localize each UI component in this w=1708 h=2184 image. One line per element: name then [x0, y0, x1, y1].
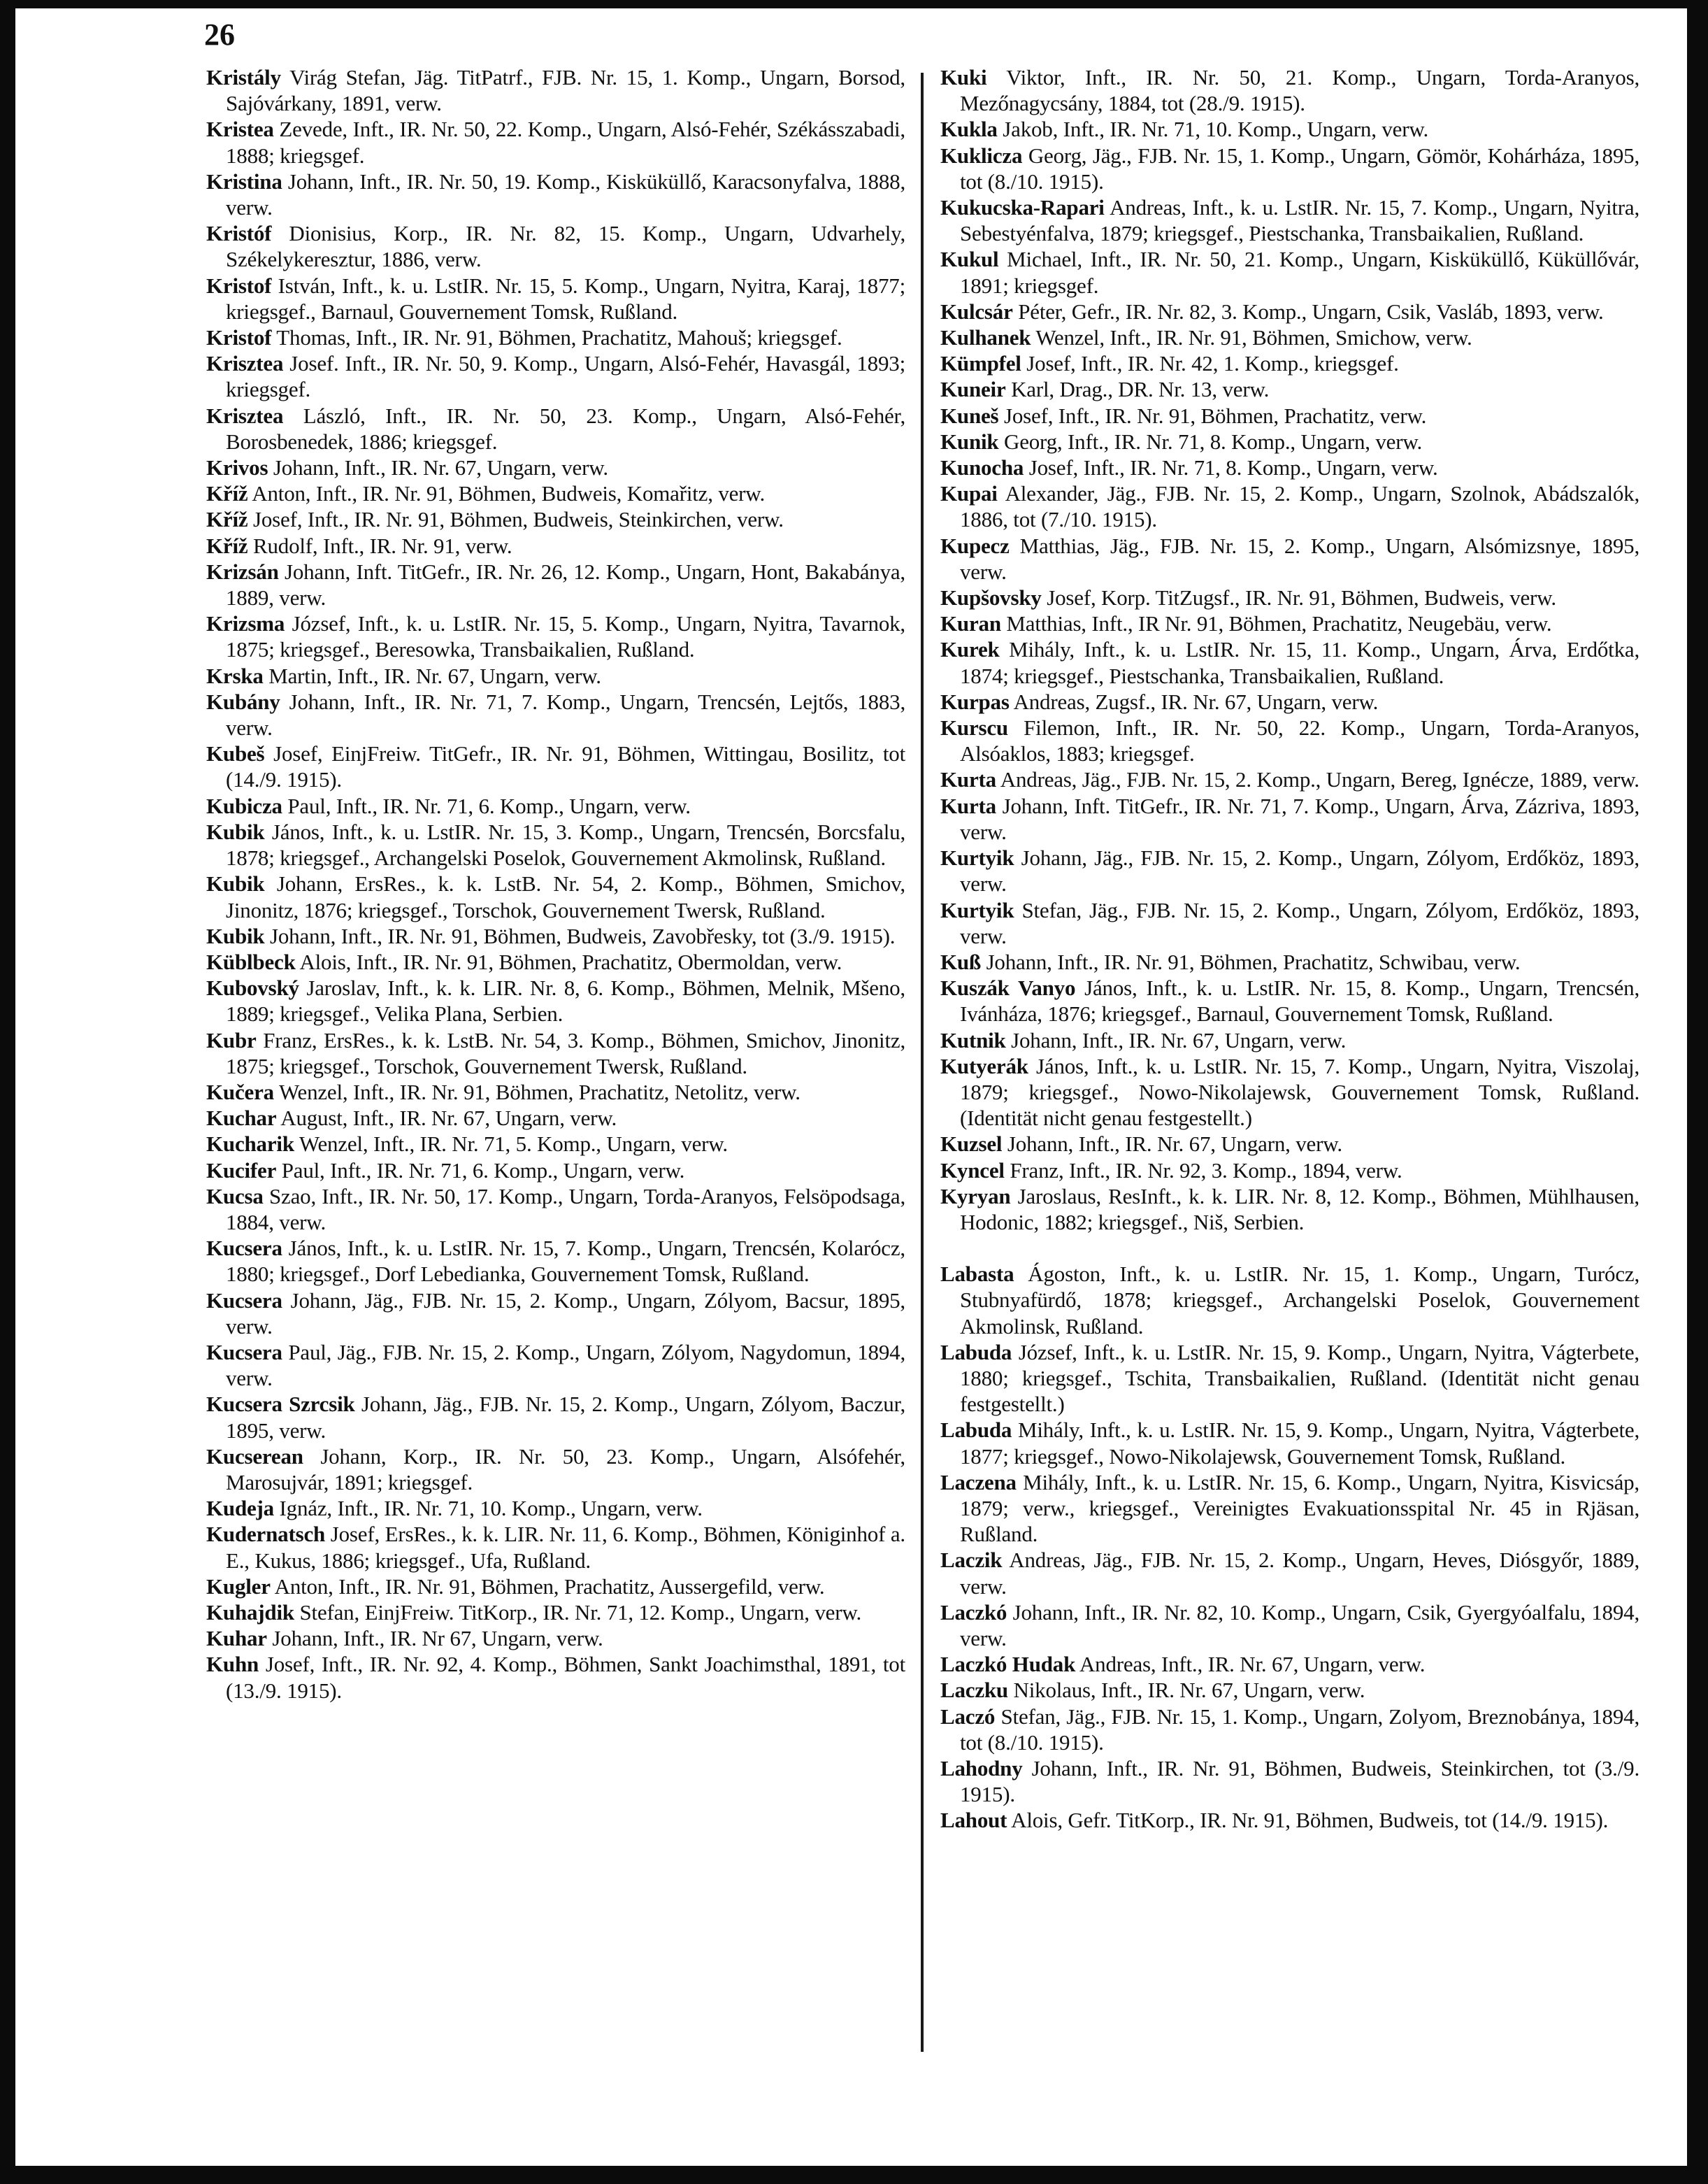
register-entry — [206, 169, 905, 220]
entry-details: Johann, Jäg., FJB. Nr. 15, 2. Komp., Ungarn, Zólyom, Erdőköz, 1893, verw. — [960, 845, 1639, 897]
entry-details: Johann, ErsRes., k. k. LstB. Nr. 54, 2. Komp., Böhmen, Smichov, Jinonitz, 1876; kriegsgef., Torschok, Gouvernement Twersk, Rußland. — [226, 871, 905, 922]
entry-surname: Kříž — [206, 507, 248, 532]
entry-surname: Krska — [206, 663, 264, 688]
register-entry — [206, 1339, 905, 1391]
entry-details: Johann, Inft. TitGefr., IR. Nr. 26, 12. Komp., Ungarn, Hont, Bakabánya, 1889, verw. — [226, 559, 905, 611]
entry-details: Péter, Gefr., IR. Nr. 82, 3. Komp., Ungarn, Csik, Vasláb, 1893, verw. — [1018, 299, 1604, 324]
register-entry — [206, 741, 905, 792]
register-entry — [206, 559, 905, 611]
register-entry — [206, 350, 905, 402]
entry-details: Rudolf, Inft., IR. Nr. 91, verw. — [253, 533, 512, 558]
entry-details: Andreas, Jäg., FJB. Nr. 15, 2. Komp., Ungarn, Heves, Diósgyőr, 1889, verw. — [960, 1548, 1639, 1599]
register-entry — [206, 533, 905, 559]
entry-surname: Kukla — [940, 117, 998, 142]
entry-details: Wenzel, Inft., IR. Nr. 91, Böhmen, Prachatitz, Netolitz, verw. — [278, 1079, 801, 1104]
entry-surname: Kubik — [206, 819, 265, 844]
entry-details: János, Inft., k. u. LstIR. Nr. 15, 7. Komp., Ungarn, Trencsén, Kolarócz, 1880; kriegsgef., Dorf Lebedianka, Gouvernement Tomsk, Rußland. — [226, 1236, 905, 1287]
register-entry — [206, 1573, 905, 1599]
entry-details: Viktor, Inft., IR. Nr. 50, 21. Komp., Ungarn, Torda-Aranyos, Mezőnagycsány, 1884, tot (28./9. 1915). — [960, 65, 1639, 116]
entry-details: Johann, Inft., IR. Nr. 67, Ungarn, verw. — [273, 455, 608, 480]
entry-surname: Kyncel — [940, 1157, 1005, 1183]
entry-surname: Kutnik — [940, 1027, 1006, 1052]
entry-details: Josef, Inft., IR. Nr. 71, 8. Komp., Ungarn, verw. — [1028, 455, 1438, 480]
entry-surname: Kuklicza — [940, 143, 1023, 168]
register-entry — [206, 871, 905, 922]
entry-details: József, Inft., k. u. LstIR. Nr. 15, 9. Komp., Ungarn, Nyitra, Vágterbete, 1880; kriegsgef., Tschita, Transbaikalien, Rußland. (Identität nicht genau festgestellt.) — [960, 1339, 1639, 1417]
entry-surname: Laczku — [940, 1678, 1008, 1703]
entry-details: László, Inft., IR. Nr. 50, 23. Komp., Ungarn, Alsó-Fehér, Borosbenedek, 1886; kriegsgef. — [226, 403, 905, 454]
register-entry — [940, 1131, 1639, 1157]
register-entry — [940, 689, 1639, 715]
entry-surname: Kuzsel — [940, 1132, 1003, 1157]
register-entry — [940, 1339, 1639, 1418]
entry-surname: Kucifer — [206, 1157, 277, 1183]
entry-details: Johann, Inft., IR. Nr. 91, Böhmen, Budweis, Zavobřesky, tot (3./9. 1915). — [270, 923, 896, 948]
entry-details: Virág Stefan, Jäg. TitPatrf., FJB. Nr. 15, 1. Komp., Ungarn, Borsod, Sajóvárkany, 1891, verw. — [226, 65, 905, 116]
entry-details: Thomas, Inft., IR. Nr. 91, Böhmen, Prachatitz, Mahouš; kriegsgef. — [276, 325, 842, 350]
entry-surname: Labasta — [940, 1262, 1014, 1287]
entry-details: Josef. Inft., IR. Nr. 50, 9. Komp., Ungarn, Alsó-Fehér, Havasgál, 1893; kriegsgef. — [226, 351, 905, 402]
entry-surname: Kunik — [940, 429, 999, 454]
entry-surname: Kurek — [940, 637, 1000, 662]
register-entry — [206, 1599, 905, 1625]
entry-surname: Kucharik — [206, 1132, 294, 1157]
entry-surname: Küblbeck — [206, 949, 296, 974]
entry-details: Josef, ErsRes., k. k. LIR. Nr. 11, 6. Komp., Böhmen, Königinhof a. E., Kukus, 1886; kriegsgef., Ufa, Rußland. — [226, 1522, 905, 1573]
register-entry — [206, 923, 905, 949]
entry-surname: Laczkó Hudak — [940, 1652, 1076, 1677]
register-entry — [940, 793, 1639, 845]
entry-details: János, Inft., k. u. LstIR. Nr. 15, 8. Komp., Ungarn, Trencsén, Ivánháza, 1876; kriegsgef., Barnaul, Gouvernement Tomsk, Rußland. — [960, 976, 1639, 1027]
register-entry — [940, 1183, 1639, 1235]
entry-surname: Krisztea — [206, 351, 284, 376]
entry-details: Nikolaus, Inft., IR. Nr. 67, Ungarn, verw. — [1013, 1678, 1365, 1703]
page-number: 26 — [204, 17, 235, 52]
entry-surname: Kubicza — [206, 793, 282, 818]
register-entry — [940, 324, 1639, 350]
entry-surname: Krivos — [206, 455, 268, 480]
entry-details: Zevede, Inft., IR. Nr. 50, 22. Komp., Ungarn, Alsó-Fehér, Székásszabadi, 1888; kriegsgef. — [226, 117, 905, 168]
entry-details: Johann, Inft., IR. Nr. 67, Ungarn, verw. — [1011, 1027, 1347, 1052]
register-entry — [206, 975, 905, 1027]
register-entry — [206, 324, 905, 350]
entry-surname: Kuchar — [206, 1106, 277, 1131]
entry-surname: Kucsera — [206, 1287, 282, 1313]
register-entry — [940, 429, 1639, 455]
register-entry — [206, 611, 905, 662]
entry-details: Johann, Inft., IR. Nr. 50, 19. Komp., Kisküküllő, Karacsonyfalva, 1888, verw. — [226, 169, 905, 220]
entry-details: Josef, Inft., IR. Nr. 42, 1. Komp., kriegsgef. — [1026, 351, 1399, 376]
left-column — [206, 64, 905, 1704]
register-entry — [940, 299, 1639, 324]
entry-surname: Kubik — [206, 871, 265, 897]
register-entry — [940, 897, 1639, 949]
entry-details: Andreas, Inft., IR. Nr. 67, Ungarn, verw. — [1079, 1652, 1426, 1677]
entry-details: Ignáz, Inft., IR. Nr. 71, 10. Komp., Ungarn, verw. — [279, 1496, 703, 1521]
register-entry — [940, 636, 1639, 688]
register-entry — [206, 455, 905, 480]
entry-surname: Kunocha — [940, 455, 1024, 480]
entry-details: Karl, Drag., DR. Nr. 13, verw. — [1011, 377, 1270, 402]
register-entry — [206, 1287, 905, 1339]
entry-surname: Laczkó — [940, 1599, 1007, 1625]
register-entry — [940, 246, 1639, 298]
register-entry — [206, 403, 905, 455]
entry-surname: Kuran — [940, 611, 1001, 636]
entry-surname: Kuß — [940, 949, 981, 974]
register-entry — [206, 1105, 905, 1131]
entry-surname: Kuneir — [940, 377, 1006, 402]
entry-details: Paul, Inft., IR. Nr. 71, 6. Komp., Ungarn, verw. — [281, 1157, 685, 1183]
entry-details: Josef, Inft., IR. Nr. 91, Böhmen, Prachatitz, verw. — [1003, 403, 1427, 428]
entry-details: Alexander, Jäg., FJB. Nr. 15, 2. Komp., Ungarn, Szolnok, Abádszalók, 1886, tot (7./10. 1915). — [960, 481, 1640, 532]
entry-details: Mihály, Inft., k. u. LstIR. Nr. 15, 11. Komp., Ungarn, Árva, Erdőtka, 1874; kriegsgef., Piestschanka, Transbaikalien, Rußland. — [960, 637, 1639, 688]
entry-surname: Kutyerák — [940, 1053, 1028, 1078]
entry-surname: Labuda — [940, 1418, 1012, 1443]
entry-surname: Kuneš — [940, 403, 999, 428]
register-entry — [940, 1157, 1639, 1183]
entry-details: Johann, Inft., IR. Nr 67, Ungarn, verw. — [272, 1626, 603, 1651]
right-column-l-section — [940, 1261, 1639, 1833]
entry-surname: Kudernatsch — [206, 1522, 326, 1547]
entry-surname: Kurtyik — [940, 845, 1014, 871]
entry-surname: Kuhajdik — [206, 1599, 294, 1625]
section-gap — [940, 1235, 1639, 1261]
entry-surname: Kubeš — [206, 741, 265, 766]
entry-details: Johann, Inft. TitGefr., IR. Nr. 71, 7. Komp., Ungarn, Árva, Zázriva, 1893, verw. — [960, 793, 1639, 844]
entry-details: Mihály, Inft., k. u. LstIR. Nr. 15, 6. Komp., Ungarn, Nyitra, Kisvicsáp, 1879; verw., kriegsgef., Vereinigtes Evakuationsspital Nr. 45 in Rjäsan, Rußland. — [960, 1469, 1639, 1547]
register-entry — [206, 273, 905, 324]
column-divider — [921, 73, 924, 2052]
register-entry — [940, 1027, 1639, 1053]
entry-surname: Kučera — [206, 1079, 274, 1104]
entry-details: Dionisius, Korp., IR. Nr. 82, 15. Komp., Ungarn, Udvarhely, Székelykeresztur, 1886, verw. — [226, 221, 905, 272]
register-entry — [940, 715, 1639, 766]
entry-surname: Kříž — [206, 533, 248, 558]
entry-details: August, Inft., IR. Nr. 67, Ungarn, verw. — [280, 1106, 617, 1131]
register-entry — [940, 1469, 1639, 1548]
register-entry — [206, 1157, 905, 1183]
register-entry — [206, 1131, 905, 1157]
entry-surname: Kristóf — [206, 221, 272, 246]
entry-surname: Kucsera Szrcsik — [206, 1392, 355, 1417]
entry-surname: Kupai — [940, 481, 998, 506]
entry-surname: Krizsán — [206, 559, 279, 584]
register-entry — [940, 611, 1639, 636]
entry-surname: Kubr — [206, 1027, 257, 1052]
entry-surname: Krisztea — [206, 403, 284, 428]
entry-details: Paul, Inft., IR. Nr. 71, 6. Komp., Ungarn, verw. — [287, 793, 691, 818]
register-entry — [940, 1261, 1639, 1339]
entry-surname: Kümpfel — [940, 351, 1021, 376]
entry-surname: Kudeja — [206, 1496, 274, 1521]
register-entry — [940, 143, 1639, 194]
entry-details: Stefan, EinjFreiw. TitKorp., IR. Nr. 71, 12. Komp., Ungarn, verw. — [299, 1599, 862, 1625]
entry-surname: Kyryan — [940, 1183, 1011, 1208]
entry-surname: Kupecz — [940, 533, 1010, 558]
right-column-k-section — [940, 64, 1639, 1235]
register-entry — [940, 1807, 1639, 1833]
entry-details: Alois, Gefr. TitKorp., IR. Nr. 91, Böhmen, Budweis, tot (14./9. 1915). — [1011, 1808, 1609, 1833]
entry-surname: Laczik — [940, 1548, 1003, 1573]
entry-details: János, Inft., k. u. LstIR. Nr. 15, 3. Komp., Ungarn, Trencsén, Borcsfalu, 1878; kriegsgef., Archangelski Poselok, Gouvernement Akmolinsk, Rußland. — [226, 819, 905, 871]
entry-details: Johann, Inft., IR. Nr. 67, Ungarn, verw. — [1007, 1132, 1342, 1157]
entry-details: Johann, Jäg., FJB. Nr. 15, 2. Komp., Ungarn, Zólyom, Bacsur, 1895, verw. — [226, 1287, 905, 1339]
register-entry — [206, 1391, 905, 1443]
register-entry — [206, 793, 905, 819]
register-entry — [206, 1235, 905, 1287]
entry-details: Mihály, Inft., k. u. LstIR. Nr. 15, 9. Komp., Ungarn, Nyitra, Vágterbete, 1877; kriegsgef., Nowo-Nikolajewsk, Gouvernement Tomsk, Rußland. — [960, 1418, 1639, 1469]
register-entry — [206, 663, 905, 689]
register-entry — [206, 220, 905, 272]
register-entry — [940, 480, 1639, 532]
register-entry — [206, 1625, 905, 1651]
entry-surname: Kurtyik — [940, 897, 1014, 922]
entry-surname: Kristina — [206, 169, 282, 194]
entry-details: Michael, Inft., IR. Nr. 50, 21. Komp., Ungarn, Kisküküllő, Küküllővár, 1891; kriegsgef. — [960, 247, 1639, 298]
entry-surname: Kucsa — [206, 1183, 264, 1208]
entry-surname: Kuhn — [206, 1652, 259, 1677]
entry-surname: Kubány — [206, 689, 280, 714]
entry-details: Szao, Inft., IR. Nr. 50, 17. Komp., Ungarn, Torda-Aranyos, Felsöpodsaga, 1884, verw. — [226, 1183, 905, 1234]
entry-surname: Labuda — [940, 1339, 1012, 1364]
entry-details: Johann, Korp., IR. Nr. 50, 23. Komp., Ungarn, Alsófehér, Marosujvár, 1891; kriegsgef. — [226, 1443, 905, 1494]
entry-details: Alois, Inft., IR. Nr. 91, Böhmen, Prachatitz, Obermoldan, verw. — [299, 949, 842, 974]
register-entry — [940, 350, 1639, 376]
entry-details: János, Inft., k. u. LstIR. Nr. 15, 7. Komp., Ungarn, Nyitra, Viszolaj, 1879; kriegsgef., Nowo-Nikolajewsk, Gouvernement Tomsk, Rußland. (Identität nicht genau festgestellt.) — [960, 1053, 1639, 1131]
entry-details: Andreas, Inft., k. u. LstIR. Nr. 15, 7. Komp., Ungarn, Nyitra, Sebestyénfalva, 1879; kriegsgef., Piestschanka, Transbaikalien, Rußland. — [960, 195, 1640, 246]
entry-surname: Kristof — [206, 273, 272, 298]
register-entry — [206, 689, 905, 741]
entry-surname: Kuki — [940, 65, 987, 90]
register-entry — [940, 1677, 1639, 1703]
entry-surname: Krizsma — [206, 611, 285, 636]
register-entry — [206, 116, 905, 168]
entry-surname: Kurpas — [940, 689, 1010, 714]
entry-surname: Kurta — [940, 767, 996, 792]
entry-details: József, Inft., k. u. LstIR. Nr. 15, 5. Komp., Ungarn, Nyitra, Tavarnok, 1875; kriegsgef., Beresowka, Transbaikalien, Rußland. — [226, 611, 905, 662]
entry-surname: Kucsera — [206, 1339, 282, 1364]
entry-details: Wenzel, Inft., IR. Nr. 71, 5. Komp., Ungarn, verw. — [299, 1132, 728, 1157]
entry-surname: Kurscu — [940, 715, 1008, 741]
register-entry — [940, 766, 1639, 792]
entry-details: Josef, Inft., IR. Nr. 91, Böhmen, Budweis, Steinkirchen, verw. — [253, 507, 784, 532]
register-entry — [206, 819, 905, 871]
entry-details: Johann, Inft., IR. Nr. 82, 10. Komp., Ungarn, Csik, Gyergyóalfalu, 1894, verw. — [960, 1599, 1639, 1650]
entry-details: Stefan, Jäg., FJB. Nr. 15, 2. Komp., Ungarn, Zólyom, Erdőköz, 1893, verw. — [960, 897, 1639, 948]
register-entry — [940, 1704, 1639, 1755]
register-entry — [940, 1417, 1639, 1469]
entry-details: Matthias, Inft., IR Nr. 91, Böhmen, Prachatitz, Neugebäu, verw. — [1006, 611, 1552, 636]
entry-details: Johann, Inft., IR. Nr. 71, 7. Komp., Ungarn, Trencsén, Lejtős, 1883, verw. — [226, 689, 905, 741]
entry-details: Johann, Inft., IR. Nr. 91, Böhmen, Prachatitz, Schwibau, verw. — [986, 949, 1521, 974]
entry-surname: Kubik — [206, 923, 265, 948]
entry-surname: Kubovský — [206, 976, 299, 1001]
entry-surname: Kukul — [940, 247, 999, 272]
entry-details: Josef, Inft., IR. Nr. 92, 4. Komp., Böhmen, Sankt Joachimsthal, 1891, tot (13./9. 1915). — [226, 1652, 905, 1703]
entry-details: Filemon, Inft., IR. Nr. 50, 22. Komp., Ungarn, Torda-Aranyos, Alsóaklos, 1883; kriegsgef. — [960, 715, 1639, 766]
register-entry — [940, 116, 1639, 142]
register-entry — [940, 845, 1639, 897]
entry-details: Georg, Inft., IR. Nr. 71, 8. Komp., Ungarn, verw. — [1004, 429, 1423, 454]
entry-surname: Kulcsár — [940, 299, 1013, 324]
register-entry — [206, 506, 905, 532]
register-entry — [940, 1547, 1639, 1599]
entry-surname: Kristof — [206, 325, 272, 350]
entry-details: Johann, Inft., IR. Nr. 91, Böhmen, Budweis, Steinkirchen, tot (3./9. 1915). — [960, 1756, 1639, 1807]
entry-details: Anton, Inft., IR. Nr. 91, Böhmen, Prachatitz, Aussergefild, verw. — [274, 1573, 825, 1599]
entry-surname: Laczó — [940, 1704, 996, 1729]
register-entry — [206, 480, 905, 506]
register-entry — [940, 1651, 1639, 1677]
register-entry — [940, 1053, 1639, 1132]
entry-surname: Kristea — [206, 117, 274, 142]
entry-details: Paul, Jäg., FJB. Nr. 15, 2. Komp., Ungarn, Zólyom, Nagydomun, 1894, verw. — [226, 1339, 905, 1391]
entry-details: Josef, Korp. TitZugsf., IR. Nr. 91, Böhmen, Budweis, verw. — [1047, 585, 1556, 611]
entry-surname: Lahout — [940, 1808, 1007, 1833]
entry-details: Jaroslav, Inft., k. k. LIR. Nr. 8, 6. Komp., Böhmen, Melnik, Mšeno, 1889; kriegsgef., Velika Plana, Serbien. — [226, 976, 905, 1027]
entry-details: István, Inft., k. u. LstIR. Nr. 15, 5. Komp., Ungarn, Nyitra, Karaj, 1877; kriegsgef., Barnaul, Gouvernement Tomsk, Rußland. — [226, 273, 905, 324]
register-entry — [206, 1443, 905, 1495]
register-entry — [940, 376, 1639, 402]
entry-surname: Kugler — [206, 1573, 271, 1599]
entry-surname: Kukucska-Rapari — [940, 195, 1105, 220]
register-entry — [206, 1183, 905, 1235]
entry-surname: Kucsera — [206, 1236, 282, 1261]
entry-surname: Kucserean — [206, 1443, 303, 1469]
register-entry — [940, 194, 1639, 246]
entry-details: Franz, ErsRes., k. k. LstB. Nr. 54, 3. Komp., Böhmen, Smichov, Jinonitz, 1875; kriegsgef., Torschok, Gouvernement Twersk, Rußland. — [226, 1027, 905, 1078]
entry-details: Jaroslaus, ResInft., k. k. LIR. Nr. 8, 12. Komp., Böhmen, Mühlhausen, Hodonic, 1882; kriegsgef., Niš, Serbien. — [960, 1183, 1639, 1234]
entry-details: Franz, Inft., IR. Nr. 92, 3. Komp., 1894, verw. — [1010, 1157, 1402, 1183]
register-entry — [940, 64, 1639, 116]
entry-details: Jakob, Inft., IR. Nr. 71, 10. Komp., Ungarn, verw. — [1003, 117, 1429, 142]
entry-details: Josef, EinjFreiw. TitGefr., IR. Nr. 91, Böhmen, Wittingau, Bosilitz, tot (14./9. 1915). — [226, 741, 905, 792]
entry-details: Ágoston, Inft., k. u. LstIR. Nr. 15, 1. Komp., Ungarn, Turócz, Stubnyafürdő, 1878; kriegsgef., Archangelski Poselok, Gouvernement Akmolinsk, Rußland. — [960, 1262, 1639, 1339]
register-entry — [940, 455, 1639, 480]
entry-details: Johann, Jäg., FJB. Nr. 15, 2. Komp., Ungarn, Zólyom, Baczur, 1895, verw. — [226, 1392, 906, 1443]
register-entry — [940, 533, 1639, 585]
register-entry — [206, 1495, 905, 1521]
entry-details: Anton, Inft., IR. Nr. 91, Böhmen, Budweis, Komařitz, verw. — [252, 481, 766, 506]
right-column — [940, 64, 1639, 1834]
register-entry — [940, 585, 1639, 611]
entry-surname: Kurta — [940, 793, 996, 818]
register-entry — [940, 975, 1639, 1027]
register-entry — [206, 64, 905, 116]
register-entry — [206, 1521, 905, 1573]
entry-details: Stefan, Jäg., FJB. Nr. 15, 1. Komp., Ungarn, Zolyom, Breznobánya, 1894, tot (8./10. 1915). — [960, 1704, 1639, 1755]
register-entry — [940, 403, 1639, 429]
entry-details: Andreas, Jäg., FJB. Nr. 15, 2. Komp., Ungarn, Bereg, Ignécze, 1889, verw. — [1000, 767, 1639, 792]
entry-details: Martin, Inft., IR. Nr. 67, Ungarn, verw. — [268, 663, 601, 688]
entry-details: Georg, Jäg., FJB. Nr. 15, 1. Komp., Ungarn, Gömör, Kohárháza, 1895, tot (8./10. 1915). — [960, 143, 1639, 194]
entry-surname: Kupšovsky — [940, 585, 1042, 611]
register-entry — [940, 1755, 1639, 1807]
entry-surname: Kuszák Vanyo — [940, 976, 1076, 1001]
register-entry — [206, 949, 905, 975]
entry-surname: Laczena — [940, 1469, 1017, 1494]
register-entry — [940, 1599, 1639, 1651]
register-entry — [206, 1027, 905, 1079]
entry-details: Wenzel, Inft., IR. Nr. 91, Böhmen, Smichow, verw. — [1035, 325, 1472, 350]
entry-surname: Lahodny — [940, 1756, 1023, 1780]
entry-details: Matthias, Jäg., FJB. Nr. 15, 2. Komp., Ungarn, Alsómizsnye, 1895, verw. — [960, 533, 1639, 584]
entry-surname: Kříž — [206, 481, 248, 506]
register-entry — [206, 1079, 905, 1105]
entry-details: Andreas, Zugsf., IR. Nr. 67, Ungarn, verw. — [1013, 689, 1379, 714]
register-entry — [206, 1651, 905, 1703]
register-entry — [940, 949, 1639, 975]
entry-surname: Kristály — [206, 65, 281, 90]
entry-surname: Kulhanek — [940, 325, 1031, 350]
entry-surname: Kuhar — [206, 1626, 267, 1651]
